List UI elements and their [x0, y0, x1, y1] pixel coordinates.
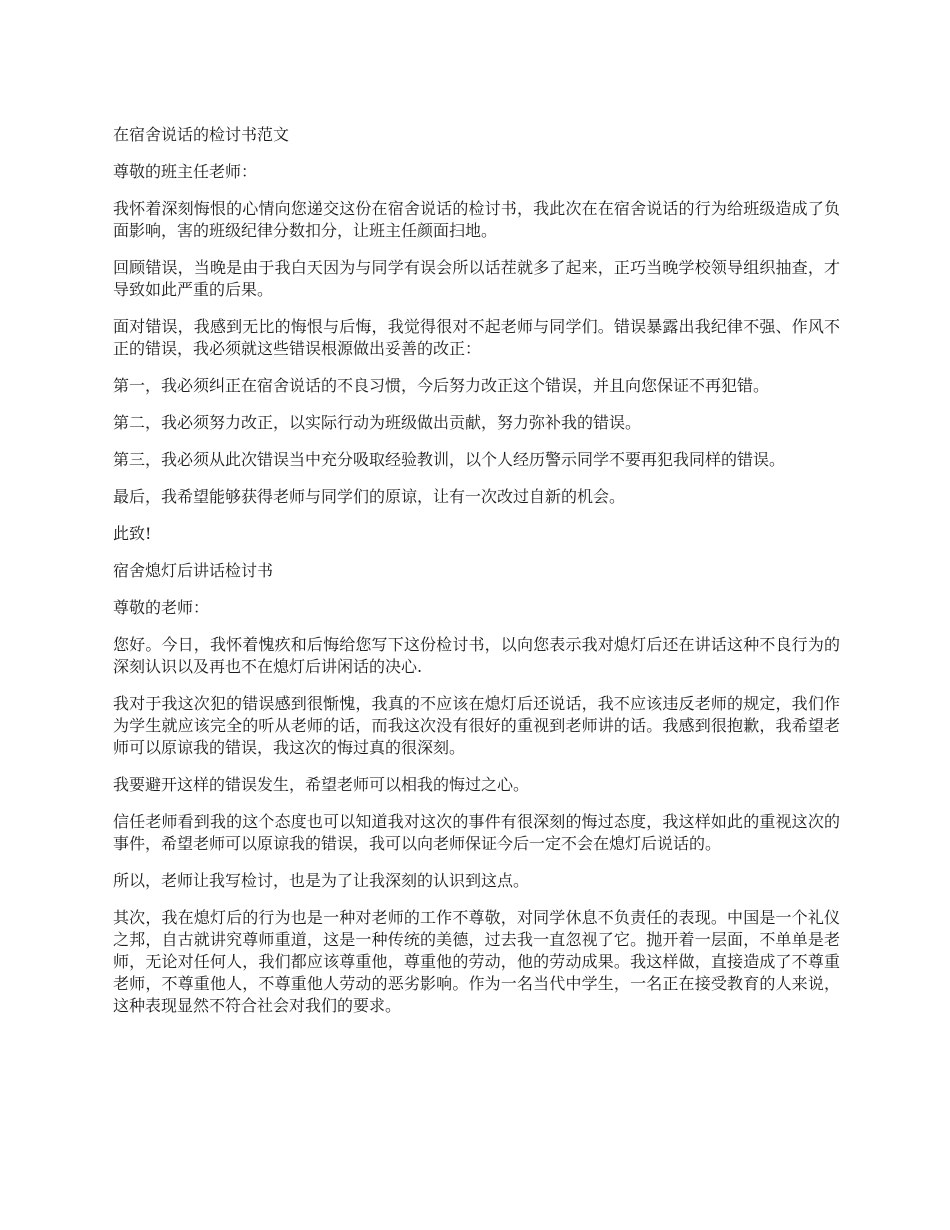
salutation: 尊敬的班主任老师：: [113, 162, 258, 181]
body-paragraph: 我对于我这次犯的错误感到很惭愧，我真的不应该在熄灯后还说话，我不应该违反老师的规定，我们作为学生就应该完全的听从老师的话，而我这次没有很好的重视到老师讲的话。我感到很抱歉，我希望老师可以原谅我的错误，我这次的悔过真的很深刻。: [113, 694, 840, 757]
body-paragraph: 其次，我在熄灯后的行为也是一种对老师的工作不尊敬，对同学休息不负责任的表现。中国是一个礼仪之邦，自古就讲究尊师重道，这是一种传统的美德，过去我一直忽视了它。抛开着一层面，不单单是老师，无论对任何人，我们都应该尊重他，尊重他的劳动，他的劳动成果。我这样做，直接造成了不尊重老师，不尊重他人，不尊重他人劳动的恶劣影响。作为一名当代中学生，一名正在接受教育的人来说，这种表现显然不符合社会对我们的要求。: [113, 908, 840, 1015]
body-paragraph: 信任老师看到我的这个态度也可以知道我对这次的事件有很深刻的悔过态度，我这样如此的重视这次的事件，希望老师可以原谅我的错误，我可以向老师保证今后一定不会在熄灯后说话的。: [113, 812, 840, 853]
body-paragraph: 第一，我必须纠正在宿舍说话的不良习惯，今后努力改正这个错误，并且向您保证不再犯错。: [113, 376, 770, 395]
document-title: 在宿舍说话的检讨书范文: [113, 125, 290, 144]
body-paragraph: 回顾错误，当晚是由于我白天因为与同学有误会所以话茬就多了起来，正巧当晚学校领导组织抽查，才导致如此严重的后果。: [113, 258, 840, 299]
section-title: 宿舍熄灯后讲话检讨书: [113, 561, 274, 580]
closing: 此致!: [113, 524, 152, 543]
body-paragraph: 面对错误，我感到无比的悔恨与后悔，我觉得很对不起老师与同学们。错误暴露出我纪律不强、作风不正的错误，我必须就这些错误根源做出妥善的改正：: [113, 317, 840, 358]
body-paragraph: 所以，老师让我写检讨，也是为了让我深刻的认识到这点。: [113, 871, 530, 890]
body-paragraph: 我要避开这样的错误发生，希望老师可以相我的悔过之心。: [113, 775, 530, 794]
body-paragraph: 第二，我必须努力改正，以实际行动为班级做出贡献，努力弥补我的错误。: [113, 413, 642, 432]
body-paragraph: 第三，我必须从此次错误当中充分吸取经验教训，以个人经历警示同学不要再犯我同样的错误。: [113, 450, 786, 469]
document-page: [113, 124, 840, 1032]
body-paragraph: 您好。今日，我怀着愧疚和后悔给您写下这份检讨书，以向您表示我对熄灯后还在讲话这种不良行为的深刻认识以及再也不在熄灯后讲闲话的决心.: [113, 635, 840, 676]
salutation: 尊敬的老师：: [113, 598, 210, 617]
body-paragraph: 我怀着深刻悔恨的心情向您递交这份在宿舍说话的检讨书，我此次在在宿舍说话的行为给班级造成了负面影响，害的班级纪律分数扣分，让班主任颜面扫地。: [113, 199, 840, 240]
body-paragraph: 最后，我希望能够获得老师与同学们的原谅，让有一次改过自新的机会。: [113, 487, 626, 506]
